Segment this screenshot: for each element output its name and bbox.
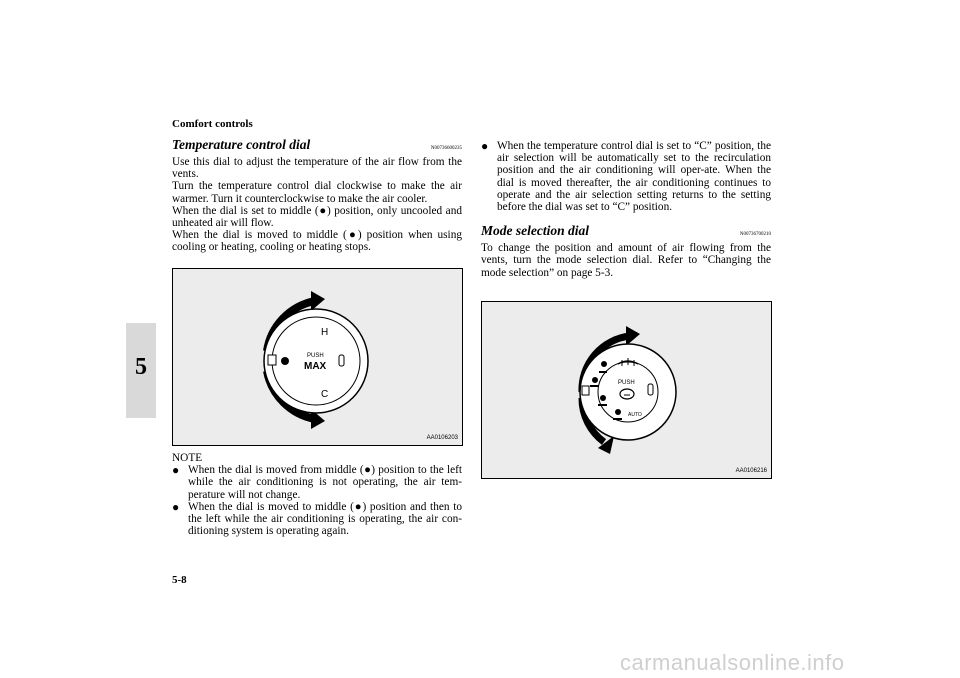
temperature-dial-illustration: [173, 269, 462, 445]
note-item: [172, 464, 462, 501]
mode-dial-figure: [481, 301, 772, 479]
upper-rotation-arrowhead: [311, 291, 325, 311]
note-label: NOTE: [172, 452, 203, 464]
chapter-tab-number: 5: [135, 354, 147, 380]
bullet-icon: ●: [481, 139, 489, 153]
temperature-para-3: When the dial is set to middle (●) position, only uncooled and unheated air will flow.: [172, 204, 462, 230]
mode-label-push: PUSH: [618, 380, 635, 386]
bullet-icon: ●: [172, 463, 180, 478]
temperature-heading-row: [172, 137, 462, 153]
dial-label-h: H: [321, 327, 329, 338]
right-column: [481, 140, 771, 279]
bullet-icon: ●: [172, 499, 180, 514]
dial-label-c: C: [321, 389, 329, 400]
note-item-text: When the dial is moved from middle (●) position to the left while the air conditioning is not operating, the air tem-perature will not change.: [188, 464, 462, 501]
mode-label-auto: AUTO: [628, 412, 642, 418]
note-block: [172, 452, 462, 537]
mode-heading: Mode selection dial: [481, 223, 589, 239]
mode-dial-left-marker: [582, 386, 589, 395]
note-item: [172, 501, 462, 538]
dial-label-max: MAX: [304, 361, 327, 372]
upper-mode-arrowhead: [626, 326, 640, 346]
mode-figure-id: AA0106216: [735, 468, 767, 474]
section-header: Comfort controls: [172, 118, 253, 130]
mode-dial-illustration: [482, 302, 771, 478]
dial-left-marker: [268, 355, 276, 365]
note-item-text: When the dial is moved to middle (●) position and then to the left while the air conditioning is operating, the air con-ditioning system is operating again.: [188, 500, 462, 538]
middle-position-dot: [281, 357, 289, 365]
temperature-para-1: Use this dial to adjust the temperature of the air flow from the vents.: [172, 156, 462, 181]
left-column: [172, 137, 462, 254]
c-position-bullet: [481, 140, 771, 213]
temperature-dial-figure: [172, 268, 463, 446]
site-watermark: carmanualsonline.info: [620, 650, 845, 675]
c-position-text: When the temperature control dial is set to “C” position, the air selection will be automatically set to the recirculation position and the air conditioning will oper-ate. When the dial is moved thereafter, the air conditioning continues to operate and the air selection setting returns to the setting before the dial was set to “C” position.: [497, 140, 771, 214]
temperature-figure-id: AA0106203: [426, 435, 458, 441]
temperature-heading: Temperature control dial: [172, 137, 311, 152]
mode-paragraph: To change the position and amount of air flowing from the vents, turn the mode selection dial. Refer to “Changing the mode selection” on page 5-3.: [481, 242, 771, 279]
dial-label-push: PUSH: [307, 353, 324, 359]
temperature-code: N00736600235: [430, 146, 462, 151]
mode-heading-row: [481, 223, 771, 239]
temperature-para-2: Turn the temperature control dial clockwise to make the air warmer. Turn it counterclockwise to make the air cooler.: [172, 180, 462, 205]
page-number: 5-8: [172, 574, 187, 586]
temperature-para-4: When the dial is moved to middle (●) position when using cooling or heating, cooling or heating stops.: [172, 229, 462, 254]
mode-code: N00736700210: [739, 232, 771, 238]
